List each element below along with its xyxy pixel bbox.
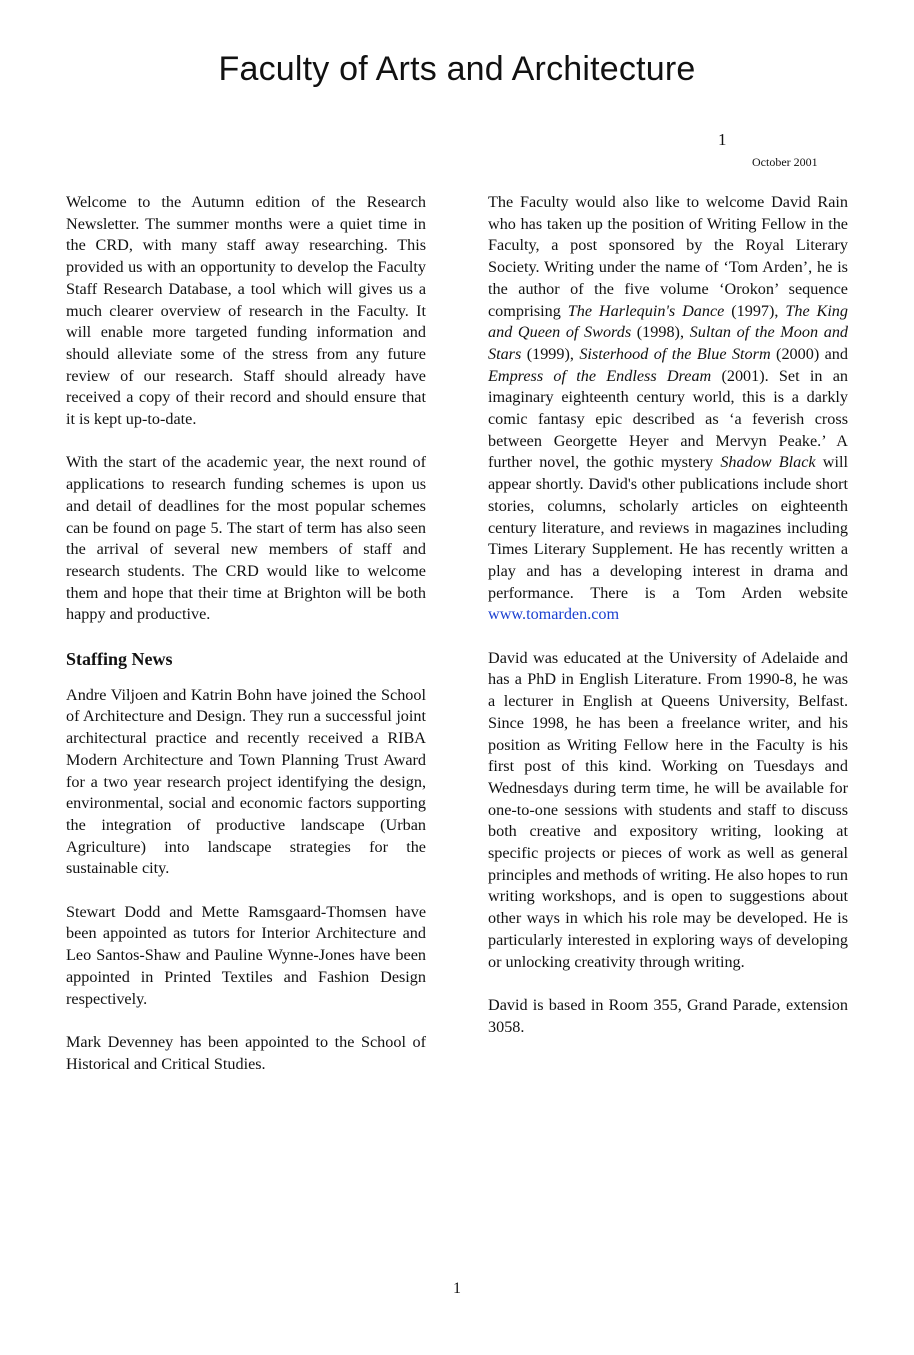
text-segment: will appear shortly. David's other publications include short stories, columns, scholarly articles on eighteenth century literature, and reviews in magazines including Times Literary Supplement. He has recently written a play and has a developing interest in drama and performance. There is a Tom Arden website	[488, 453, 848, 602]
book-title: Empress of the Endless Dream	[488, 366, 712, 385]
text-segment: The Faculty would also like to welcome David Rain who has taken up the position of Writing Fellow in the Faculty, a post sponsored by the Royal Literary Society. Writing under the name of ‘Tom Arden’, he is the author of the five volume ‘Orokon’ sequence comprising	[488, 193, 848, 320]
writing-fellow-paragraph	[488, 192, 848, 626]
staffing-paragraph-2: Stewart Dodd and Mette Ramsgaard-Thomsen have been appointed as tutors for Interior Architecture and Leo Santos-Shaw and Pauline Wynne-Jones have been appointed in Printed Textiles and Fashion Design respectively.	[66, 902, 426, 1008]
page-number: 1	[453, 1280, 461, 1297]
intro-paragraph-1: Welcome to the Autumn edition of the Research Newsletter. The summer months were a quiet time in the CRD, with many staff away researching. This provided us with an opportunity to develop the Faculty Staff Research Database, a tool which will gives us a much clearer overview of research in the Faculty. It will enable more targeted funding information and should alleviate some of the stress from any future review of our research. Staff should already have received a copy of their record and should ensure that it is kept up-to-date.	[66, 193, 426, 429]
page-title: Faculty of Arts and Architecture	[218, 50, 696, 88]
website-link[interactable]: www.tomarden.com	[488, 605, 620, 624]
staffing-news-heading: Staffing News	[66, 648, 173, 669]
issue-number: 1	[718, 130, 727, 149]
book-title: Shadow Black	[720, 453, 816, 472]
staffing-paragraph-1: Andre Viljoen and Katrin Bohn have joined the School of Architecture and Design. They run a successful joint architectural practice and recently received a RIBA Modern Architecture and Town Planning Trust Award for a two year research project identifying the design, environmental, social and economic factors supporting the integration of productive landscape (Urban Agriculture) into landscape strategies for the sustainable city.	[66, 685, 426, 878]
education-paragraph: David was educated at the University of Adelaide and has a PhD in English Literature. From 1990-8, he was a lecturer in English at Queens University, Belfast. Since 1998, he has been a freelance writer, and his position as Writing Fellow here in the Faculty is his first post of this kind. Working on Tuesdays and Wednesdays during term time, he will be available for one-to-one sessions with students and staff to discuss both creative and expository writing, looking at specific projects or pieces of work as well as general principles and methods of writing. He also hopes to run writing workshops, and is open to suggestions about other ways in which his role may be developed. He is particularly interested in exploring ways of developing or unlocking creativity through writing.	[488, 648, 848, 971]
text-segment: (1997),	[724, 301, 786, 320]
text-segment: (1998),	[631, 323, 690, 342]
right-column	[488, 192, 848, 1060]
text-segment: (2001). Set in an imaginary eighteenth century world, this is a darkly comic fantasy epic described as ‘a feverish cross between Georgette Heyer and Mervyn Peake.’ A further novel, the gothic mystery	[488, 366, 848, 472]
book-title: Sisterhood of the Blue Storm	[579, 344, 771, 363]
book-title: Sultan of the Moon and Stars	[488, 323, 849, 363]
staffing-paragraph-3: Mark Devenney has been appointed to the School of Historical and Critical Studies.	[66, 1032, 426, 1073]
location-paragraph: David is based in Room 355, Grand Parade, extension 3058.	[488, 995, 848, 1036]
intro-paragraph-2: With the start of the academic year, the next round of applications to research funding schemes is upon us and detail of deadlines for the most popular schemes can be found on page 5. The start of term has also seen the arrival of several new members of staff and research students. The CRD would like to welcome them and hope that their time at Brighton will be both happy and productive.	[66, 453, 426, 624]
issue-date: October 2001	[752, 155, 818, 169]
text-segment: (1999),	[521, 344, 580, 363]
left-column	[66, 192, 426, 1097]
book-title: The King and Queen of Swords	[488, 301, 848, 342]
text-segment: (2000) and	[770, 344, 848, 363]
book-title: The Harlequin's Dance	[567, 301, 725, 320]
